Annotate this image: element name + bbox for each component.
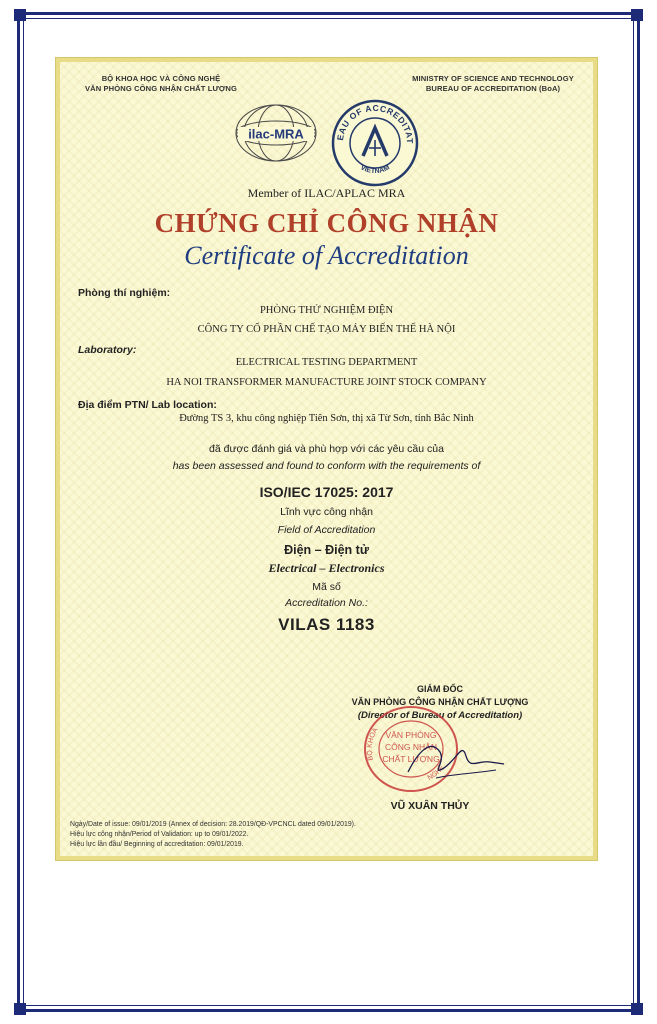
footer-line-1: Ngày/Date of issue: 09/01/2019 (Annex of decision: 28.2019/QĐ-VPCNCL dated 09/01/2019). [70,821,356,828]
stamp-ring-left: BỘ KHOA [366,726,380,762]
lab-label-vi: Phòng thí nghiệm: [78,287,171,299]
title-vi: CHỨNG CHỈ CÔNG NHẬN [154,208,499,238]
header-left-line2: VĂN PHÒNG CÔNG NHẬN CHẤT LƯỢNG [84,84,238,93]
header-left-line1: BỘ KHOA HỌC VÀ CÔNG NGHỆ [101,74,221,83]
assessed-vi: đã được đánh giá và phù hợp với các yêu cầu của [209,443,444,455]
handwritten-signature [400,730,510,790]
director-name: VŨ XUÂN THỦY [390,800,470,812]
certificate-paper [56,58,597,860]
footer-line-3: Hiệu lực lần đầu/ Beginning of accreditation: 09/01/2019. [70,841,244,848]
stamp-line-2: CÔNG NHẬN [385,742,437,752]
location-label: Địa điểm PTN/ Lab location: [78,399,217,411]
header-right-line1: MINISTRY OF SCIENCE AND TECHNOLOGY [412,74,574,83]
lab-name-en-1: ELECTRICAL TESTING DEPARTMENT [235,357,418,368]
ilac-text: ilac-MRA [248,126,304,142]
boa-ring-bottom: VIETNAM [359,164,391,176]
standard: ISO/IEC 17025: 2017 [259,484,394,500]
field-vi: Điện – Điện tử [284,543,369,557]
field-en: Electrical – Electronics [268,561,385,575]
boa-ring-top: EAU OF ACCREDITAT [335,102,416,145]
lab-name-en-2: HA NOI TRANSFORMER MANUFACTURE JOINT STOCK COMPANY [166,377,487,388]
corner-ornament [631,1003,643,1015]
corner-ornament [14,9,26,21]
footer-line-2: Hiệu lực công nhận/Period of Validation: up to 09/01/2022. [70,831,249,838]
stamp-line-3: CHẤT LƯỢNG [382,754,440,764]
lab-name-vi-2: CÔNG TY CỔ PHẦN CHẾ TẠO MÁY BIẾN THẾ HÀ NỘI [197,324,456,335]
signature-title-1: GIÁM ĐỐC [417,684,463,694]
accreditation-number: VILAS 1183 [278,615,375,634]
number-label-en: Accreditation No.: [285,597,368,609]
location-value: Đường TS 3, khu công nghiệp Tiên Sơn, thị xã Từ Sơn, tỉnh Bắc Ninh [179,413,474,424]
header-right-line2: BUREAU OF ACCREDITATION (BoA) [425,84,561,93]
header-left [66,74,256,94]
field-label-vi: Lĩnh vực công nhận [280,506,373,518]
lab-name-vi-1: PHÒNG THỬ NGHIỆM ĐIỆN [259,305,394,316]
signature-title-en: (Director of Bureau of Accreditation) [357,710,523,721]
stamp-ring-right: NGHỆ [426,764,446,782]
corner-ornament [631,9,643,21]
header-right [395,74,591,94]
footer-issue-info [70,820,570,850]
boa-logo [330,98,420,188]
stamp-line-1: VĂN PHÒNG [385,730,437,740]
number-label-vi: Mã số [312,581,341,593]
field-label-en: Field of Accreditation [277,524,376,536]
member-text: Member of ILAC/APLAC MRA [247,186,406,200]
ilac-mra-logo [232,101,320,165]
assessed-en: has been assessed and found to conform with the requirements of [172,460,481,472]
svg-text:BỘ KHOA [365,727,380,762]
lab-label-en: Laboratory: [78,344,137,356]
title-en: Certificate of Accreditation [184,241,469,270]
corner-ornament [14,1003,26,1015]
signature-title-2: VĂN PHÒNG CÔNG NHẬN CHẤT LƯỢNG [351,697,529,707]
